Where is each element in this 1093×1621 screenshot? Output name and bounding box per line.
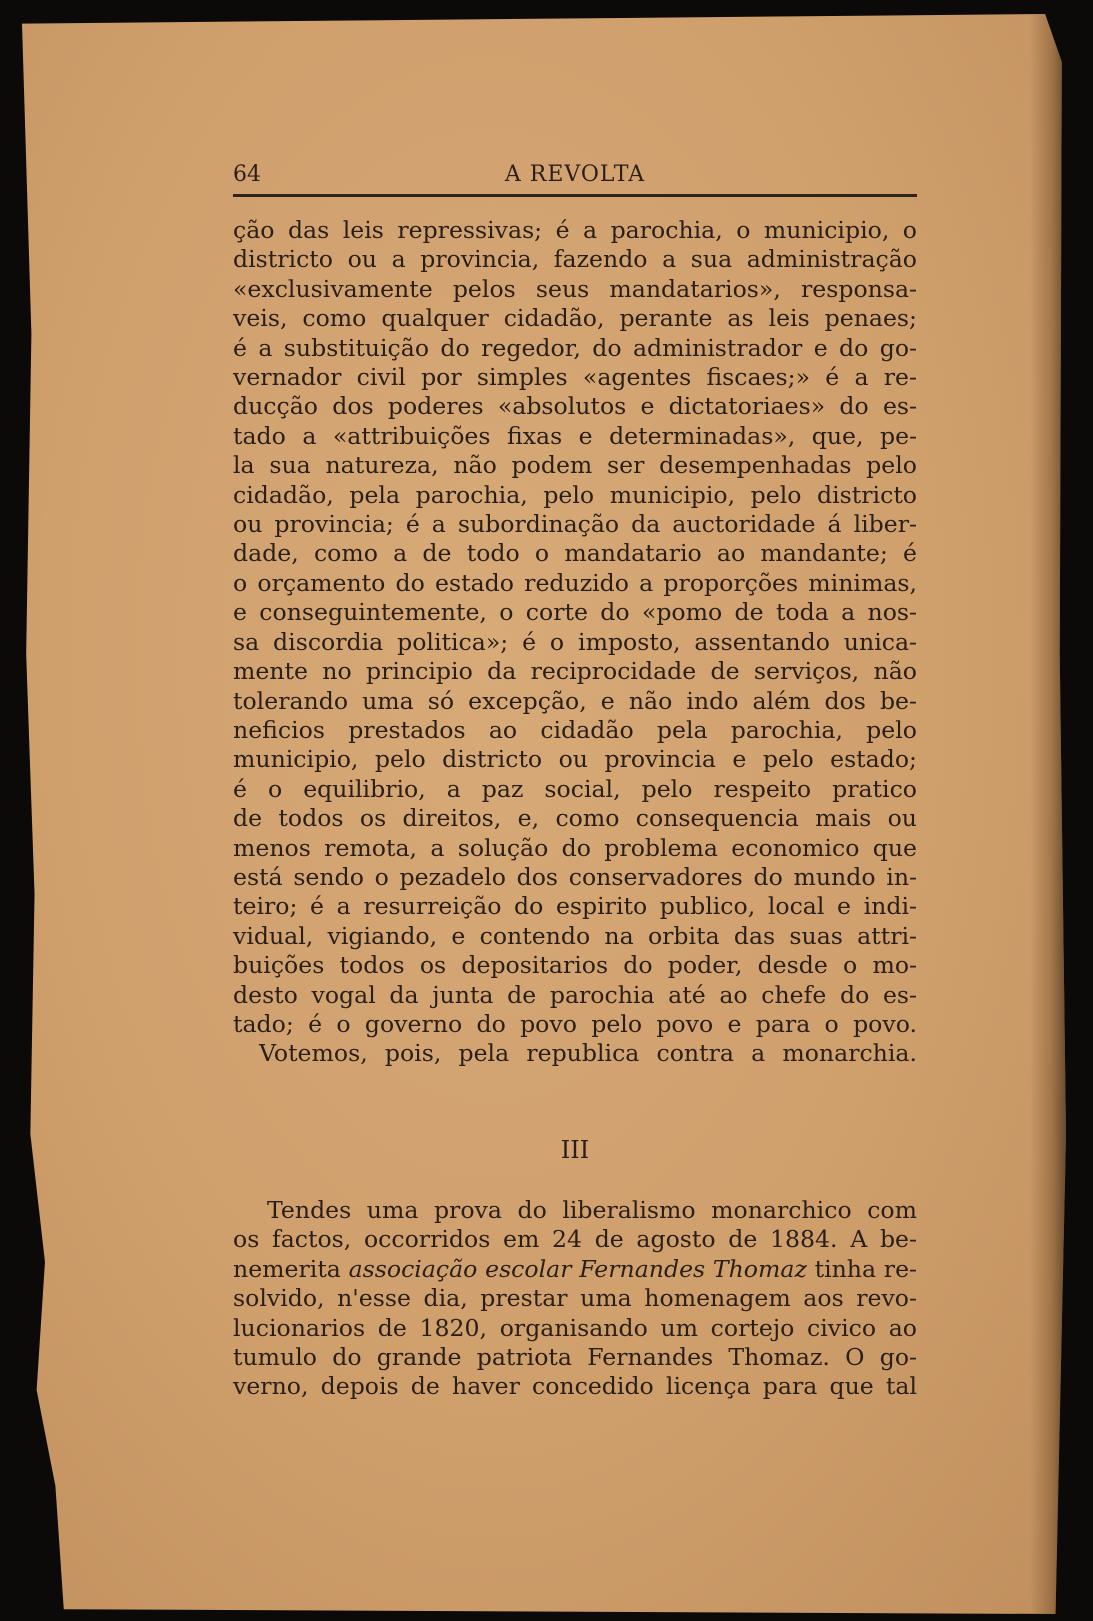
text-line: é o equilibrio, a paz social, pelo respeito pratico: [233, 774, 917, 803]
text-line: veis, como qualquer cidadão, perante as leis penaes;: [233, 304, 917, 333]
text-line: os factos, occorridos em 24 de agosto de 1884. A be-: [233, 1225, 917, 1254]
closing-line: Votemos, pois, pela republica contra a monarchia.: [259, 1039, 917, 1068]
text-line: tolerando uma só excepção, e não indo além dos be-: [233, 686, 917, 715]
italic-name: associação escolar Fernandes Thomaz: [348, 1254, 807, 1283]
text-line: solvido, n'esse dia, prestar uma homenagem aos revo-: [233, 1284, 917, 1313]
text-line: districto ou a provincia, fazendo a sua administração: [233, 245, 917, 274]
text-line: la sua natureza, não podem ser desempenhadas pelo: [233, 451, 917, 480]
text-line: é a substituição do regedor, do administrador e do go-: [233, 333, 917, 362]
text-line: vidual, vigiando, e contendo na orbita das suas attri-: [233, 921, 917, 950]
text-line: menos remota, a solução do problema economico que: [233, 833, 917, 862]
page-number: 64: [233, 162, 261, 187]
text-line: Tendes uma prova do liberalismo monarchico com: [267, 1196, 917, 1224]
text-line: tado; é o governo do povo pelo povo e para o povo.: [233, 1009, 917, 1038]
text-line: ção das leis repressivas; é a parochia, o municipio, o: [233, 216, 917, 244]
text-line: municipio, pelo districto ou provincia e pelo estado;: [233, 745, 917, 774]
text-line: neficios prestados ao cidadão pela parochia, pelo: [233, 715, 917, 744]
text-line: teiro; é a resurreição do espirito publico, local e indi-: [233, 892, 917, 921]
text-line: verno, depois de haver concedido licença para que tal: [233, 1372, 917, 1401]
text-segment: nemerita: [233, 1254, 349, 1283]
text-line: o orçamento do estado reduzido a proporções minimas,: [233, 568, 917, 597]
section-heading: III: [560, 1136, 590, 1164]
text-line: ducção dos poderes «absolutos e dictatoriaes» do es-: [233, 392, 917, 421]
text-line: tado a «attribuições fixas e determinadas», que, pe-: [233, 421, 917, 450]
page-edge-shadow: [1030, 14, 1066, 1614]
text-line: sa discordia politica»; é o imposto, assentando unica-: [233, 627, 917, 656]
text-line: de todos os direitos, e, como consequencia mais ou: [233, 804, 917, 833]
text-line: «exclusivamente pelos seus mandatarios», responsa-: [233, 274, 917, 303]
text-line: lucionarios de 1820, organisando um cortejo civico ao: [233, 1313, 917, 1342]
text-line: ou provincia; é a subordinação da auctoridade á liber-: [233, 510, 917, 539]
text-line: e conseguintemente, o corte do «pomo de toda a nos-: [233, 598, 917, 627]
text-line: buições todos os depositarios do poder, desde o mo-: [233, 951, 917, 980]
text-line: dade, como a de todo o mandatario ao mandante; é: [233, 539, 917, 568]
running-title: A REVOLTA: [504, 162, 646, 187]
text-line: desto vogal da junta de parochia até ao chefe do es-: [233, 980, 917, 1009]
text-line: tumulo do grande patriota Fernandes Thomaz. O go-: [233, 1343, 917, 1372]
running-header: [233, 162, 917, 192]
text-line: mente no principio da reciprocidade de serviços, não: [233, 657, 917, 686]
text-line-with-italic: [233, 1255, 917, 1284]
header-rule: [233, 194, 917, 197]
text-line: vernador civil por simples «agentes fiscaes;» é a re-: [233, 363, 917, 392]
text-line: cidadão, pela parochia, pelo municipio, pelo districto: [233, 480, 917, 509]
section-text: [233, 1196, 917, 1402]
text-line: está sendo o pezadelo dos conservadores do mundo in-: [233, 862, 917, 891]
body-text: [233, 216, 917, 1069]
text-segment: tinha re-: [806, 1254, 917, 1283]
